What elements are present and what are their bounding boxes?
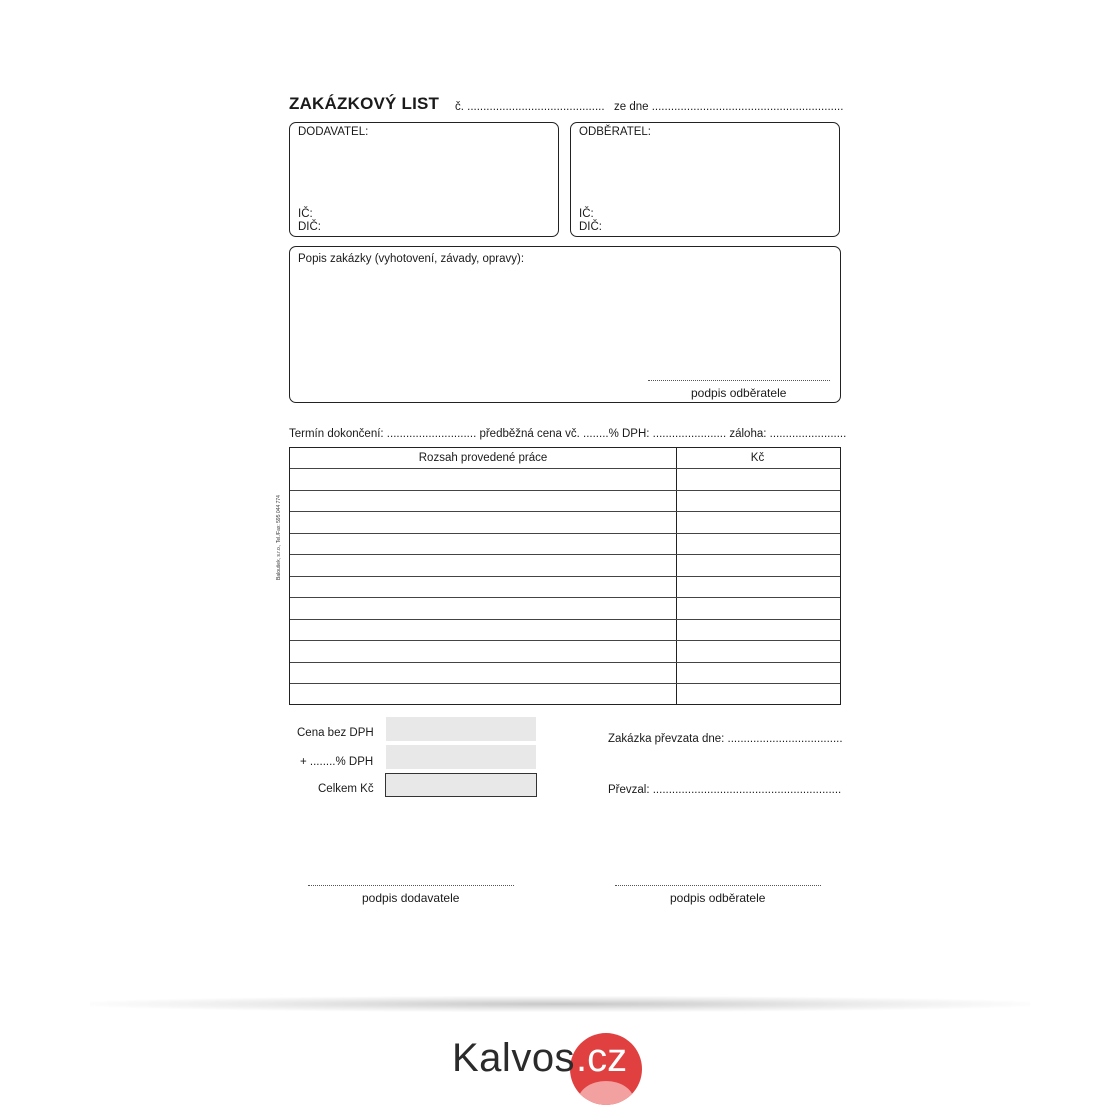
customer-dic: DIČ: [579, 221, 602, 233]
table-row [290, 490, 840, 491]
customer-ic: IČ: [579, 208, 594, 220]
brand-logo-name: Kalvos [452, 1036, 576, 1080]
side-imprint: Baloušek, s.r.o., Tel./Fax: 595 044 774 [276, 495, 282, 580]
table-header-work: Rozsah provedené práce [418, 452, 548, 464]
table-row [290, 683, 840, 684]
form-date-line: ze dne ............................................................ [614, 101, 844, 113]
table-header-price: Kč [750, 452, 765, 464]
brand-logo-tld: .cz [576, 1036, 628, 1080]
description-signature-label: podpis odběratele [691, 386, 787, 400]
customer-box [570, 122, 840, 237]
supplier-signature-line [308, 885, 514, 886]
table-row [290, 533, 840, 534]
total-field[interactable] [385, 773, 537, 797]
vat-label: + ........% DPH [300, 756, 374, 768]
form-number-line: č. ........................................... [455, 101, 605, 113]
supplier-box [289, 122, 559, 237]
description-label: Popis zakázky (vyhotovení, závady, opravy): [298, 253, 525, 265]
accepted-by-line: Převzal: ........................................................... [608, 784, 842, 796]
table-row [290, 511, 840, 512]
supplier-label: DODAVATEL: [298, 126, 369, 138]
terms-line: Termín dokončení: ............................ předběžná cena vč. ........% DPH: ....................... záloha: ........................ [289, 428, 847, 440]
work-table [289, 447, 841, 705]
description-box [289, 246, 841, 403]
supplier-signature-label: podpis dodavatele [362, 891, 460, 905]
supplier-ic: IČ: [298, 208, 313, 220]
total-label: Celkem Kč [318, 783, 374, 795]
description-signature-line [648, 380, 830, 381]
table-row [290, 619, 840, 620]
vat-field[interactable] [386, 745, 536, 769]
accepted-date-line: Zakázka převzata dne: .................................... [608, 733, 843, 745]
page-shadow [90, 996, 1030, 1012]
price-no-vat-field[interactable] [386, 717, 536, 741]
supplier-dic: DIČ: [298, 221, 321, 233]
customer-signature-line [615, 885, 821, 886]
customer-label: ODBĚRATEL: [579, 126, 651, 138]
customer-signature-label: podpis odběratele [670, 891, 766, 905]
table-row [290, 554, 840, 555]
table-row [290, 640, 840, 641]
table-row [290, 468, 840, 469]
price-no-vat-label: Cena bez DPH [297, 727, 374, 739]
table-row [290, 576, 840, 577]
form-title: ZAKÁZKOVÝ LIST [289, 94, 440, 113]
table-row [290, 662, 840, 663]
table-row [290, 597, 840, 598]
